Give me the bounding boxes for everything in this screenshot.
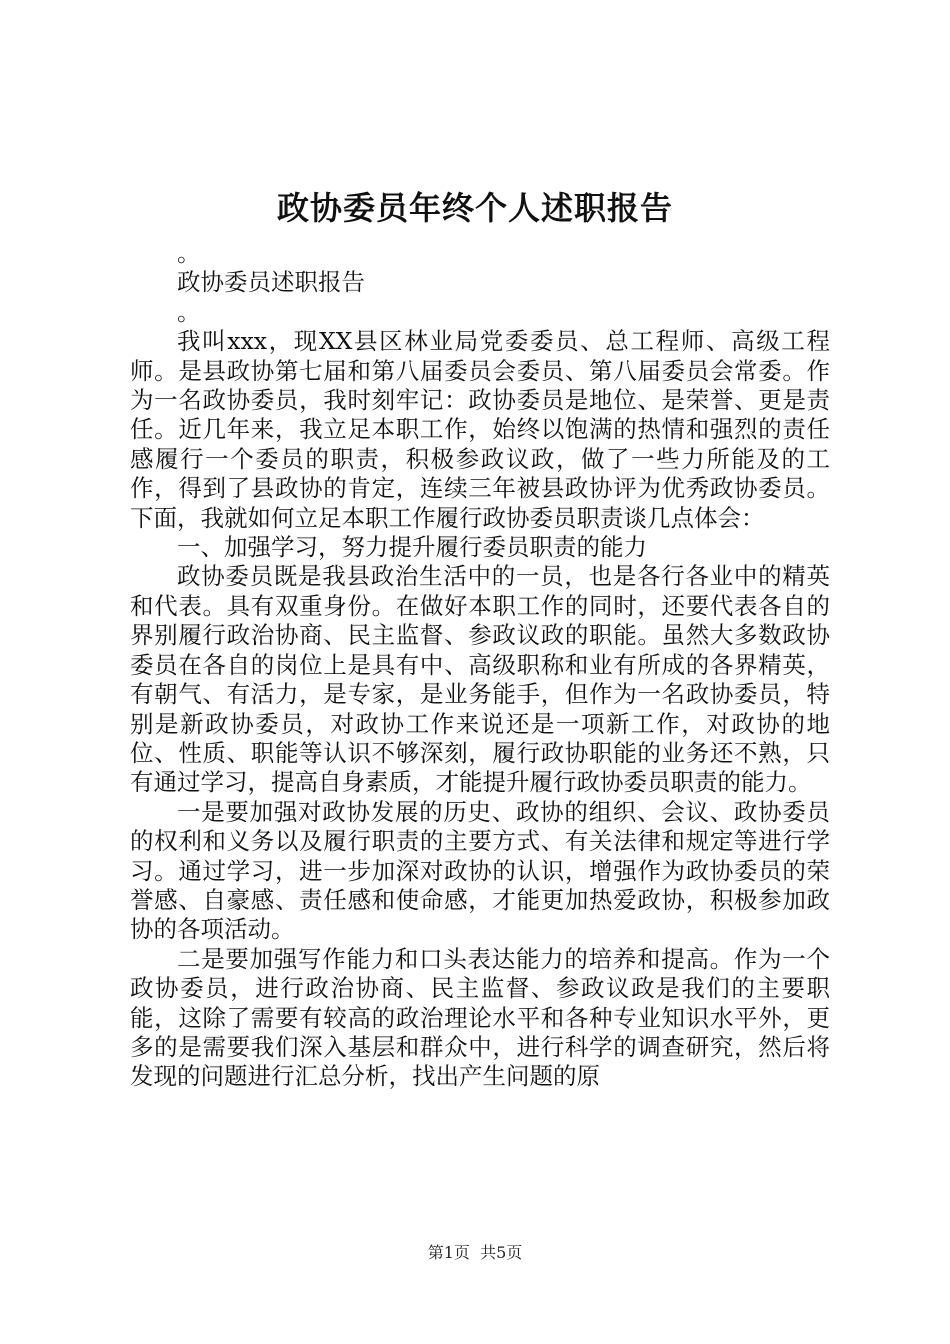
paragraph: 二是要加强写作能力和口头表达能力的培养和提高。作为一个政协委员，进行政治协商、民主监督、参政议政是我们的主要职能，这除了需要有较高的政治理论水平和各种专业知识水平外，更多的是需要我们深入基层和群众中，进行科学的调查研究，然后将发现的问题进行汇总分析，找出产生问题的原: [130, 944, 830, 1091]
paragraph-mark: 。: [177, 297, 201, 326]
paragraph: 政协委员既是我县政治生活中的一员，也是各行各业中的精英和代表。具有双重身份。在做好本职工作的同时，还要代表各自的界别履行政治协商、民主监督、参政议政的职能。虽然大多数政协委员在各自的岗位上是具有中、高级职称和业有所成的各界精英，有朝气、有活力，是专家，是业务能手，但作为一名政协委员，特别是新政协委员，对政协工作来说还是一项新工作，对政协的地位、性质、职能等认识不够深刻，履行政协职能的业务还不熟，只有通过学习，提高自身素质，才能提升履行政协委员职责的能力。: [130, 562, 830, 797]
paragraph-mark: 。: [177, 239, 201, 267]
paragraph-intro: 我叫xxx，现XX县区林业局党委委员、总工程师、高级工程师。是县政协第七届和第八届委员会委员、第八届委员会常委。作为一名政协委员，我时刻牢记：政协委员是地位、是荣誉、更是责任。近几年来，我立足本职工作，始终以饱满的热情和强烈的责任感履行一个委员的职责，积极参政议政，做了一些力所能及的工作，得到了县政协的肯定，连续三年被县政协评为优秀政协委员。下面，我就如何立足本职工作履行政协委员职责谈几点体会：: [130, 327, 830, 532]
paragraph: 一是要加强对政协发展的历史、政协的组织、会议、政协委员的权利和义务以及履行职责的主要方式、有关法律和规定等进行学习。通过学习，进一步加深对政协的认识，增强作为政协委员的荣誉感、自豪感、责任感和使命感，才能更加热爱政协，积极参加政协的各项活动。: [130, 797, 830, 944]
document-subtitle: 政协委员述职报告: [177, 268, 365, 297]
page-number: 第1页 共5页: [427, 1243, 523, 1262]
section-heading: 一、加强学习，努力提升履行委员职责的能力: [177, 533, 647, 562]
document-body: [130, 239, 830, 1092]
page-footer: [0, 1242, 950, 1264]
document-title: 政协委员年终个人述职报告: [276, 189, 673, 227]
